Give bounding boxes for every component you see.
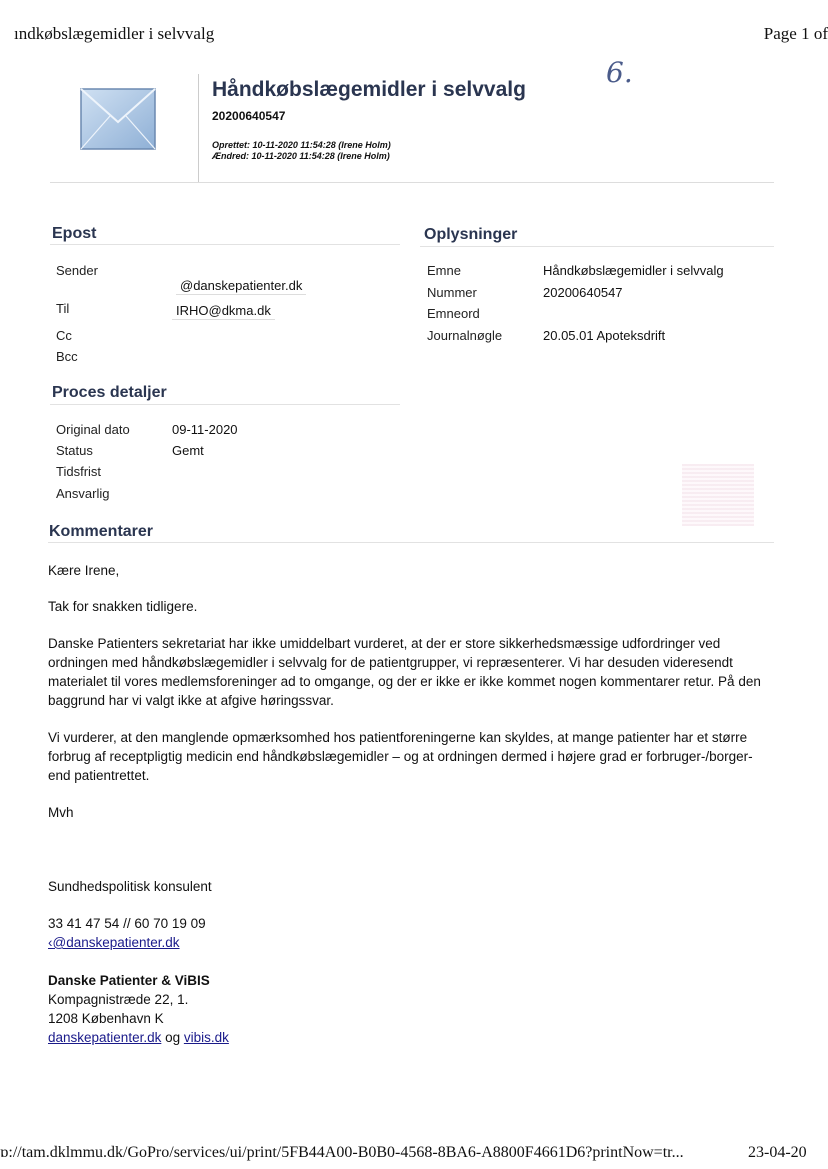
oplysninger-section-title: Oplysninger: [424, 226, 518, 243]
document-number: 20200640547: [212, 109, 286, 123]
cc-label: Cc: [56, 328, 72, 343]
modified-meta: Ændred: 10-11-2020 11:54:28 (Irene Holm): [212, 151, 390, 161]
kommentarer-section-title: Kommentarer: [49, 523, 154, 540]
print-footer-date: 23-04-20: [748, 1144, 807, 1161]
to-label: Til: [56, 301, 70, 316]
paragraph-3: Vi vurderer, at den manglende opmærksomhed hos patientforeningerne kan skyldes, at mange patienter har et større forbrug af receptpligtig medicin end håndkøbslægemidler – og at ordningen dermed i højere grad er forbruger-/borger- end patientrettet.: [48, 730, 753, 783]
bcc-label: Bcc: [56, 349, 78, 364]
status-label: Status: [56, 443, 93, 458]
oplysninger-section-rule: [420, 246, 774, 247]
header-divider: [198, 74, 199, 182]
paragraph-1: Tak for snakken tidligere.: [48, 599, 198, 614]
signature-phone: 33 41 47 54 // 60 70 19 09: [48, 916, 206, 931]
signature-email-link[interactable]: ‹@danskepatienter.dk: [48, 935, 180, 950]
sender-label: Sender: [56, 263, 98, 278]
journalnoegle-value: 20.05.01 Apoteksdrift: [543, 328, 666, 343]
print-footer-url: ɒ://tam.dklmmu.dk/GoPro/services/ui/print/5FB44A00-B0B0-4568-8BA6-A8800F4661D6?printNow=tr...: [0, 1144, 684, 1161]
created-meta: Oprettet: 10-11-2020 11:54:28 (Irene Holm): [212, 140, 391, 150]
signature-org: Danske Patienter & ViBIS: [48, 973, 210, 988]
document-title: Håndkøbslægemidler i selvvalg: [212, 78, 526, 101]
proces-section-rule: [50, 404, 400, 405]
epost-section-title: Epost: [52, 225, 97, 242]
signature-role: Sundhedspolitisk konsulent: [48, 879, 212, 894]
greeting: Kære Irene,: [48, 563, 120, 578]
print-header-page: Page 1 of: [763, 24, 828, 43]
website-separator: og: [161, 1030, 184, 1045]
handwritten-annotation: 6.: [606, 56, 633, 89]
header-rule: [50, 182, 774, 183]
emne-value: Håndkøbslægemidler i selvvalg: [543, 263, 724, 278]
signature-address-1: Kompagnistræde 22, 1.: [48, 992, 189, 1007]
signature-address-2: 1208 København K: [48, 1011, 164, 1026]
print-header-title: ındkøbslægemidler i selvvalg: [14, 24, 215, 43]
ansvarlig-label: Ansvarlig: [56, 486, 110, 501]
to-value: IRHO@dkma.dk: [172, 302, 275, 320]
status-value: Gemt: [172, 443, 204, 458]
emne-label: Emne: [427, 263, 461, 278]
sender-value: @danskepatienter.dk: [176, 277, 306, 295]
epost-section-rule: [50, 244, 400, 245]
emneord-label: Emneord: [427, 306, 480, 321]
envelope-icon: [80, 88, 156, 150]
faint-stamp: [682, 464, 754, 526]
paragraph-2: Danske Patienters sekretariat har ikke umiddelbart vurderet, at der er store sikkerhedsmæssige udfordringer ved ordningen med håndkøbslægemidler i selvvalg for de patientgrupper, vi repræsenterer. Vi har desuden videresendt materialet til vores medlemsforeninger ad to omgange, og der er ikke er ikke kommet nogen kommentarer retur. På den baggrund har vi valgt ikke at afgive høringssvar.: [48, 636, 761, 708]
signature-email: [48, 933, 180, 952]
closing: Mvh: [48, 805, 74, 820]
nummer-label: Nummer: [427, 285, 477, 300]
signature-websites: [48, 1028, 776, 1047]
kommentarer-section-rule: [48, 542, 774, 543]
original-dato-value: 09-11-2020: [172, 422, 238, 437]
tidsfrist-label: Tidsfrist: [56, 464, 102, 479]
website-link-danskepatienter[interactable]: danskepatienter.dk: [48, 1030, 162, 1045]
website-link-vibis[interactable]: vibis.dk: [183, 1030, 229, 1045]
nummer-value: 20200640547: [543, 285, 623, 300]
proces-section-title: Proces detaljer: [52, 384, 167, 401]
journalnoegle-label: Journalnøgle: [427, 328, 503, 343]
original-dato-label: Original dato: [56, 422, 130, 437]
